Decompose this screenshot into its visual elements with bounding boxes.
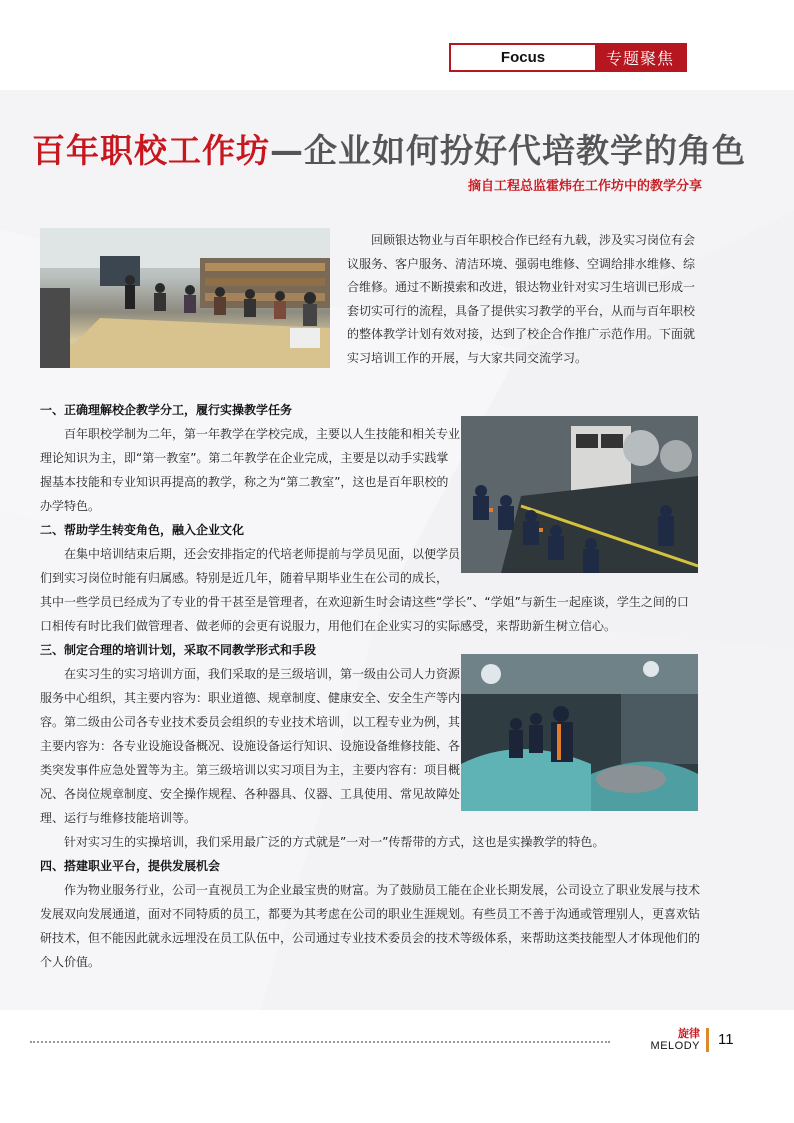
- article-title: [32, 125, 746, 172]
- section-3-body: 在实习生的实习培训方面，我们采取的是三级培训，第一级由公司人力资源服务中心组织，其主要内容为：职业道德、规章制度、健康安全、安全生产等内容。第二级由公司各专业技术委员会组织的专业技术培训，以工程专业为例，其主要内容为：各专业设施设备概况、设施设备运行知识、设施设备维修技能、各类突发事件应急处置等为主。第三级培训以实习项目为主，主要内容有：项目概况、各岗位规章制度、安全操作规程、各种器具、仪器、工具使用、常见故障处理、运行与维修技能培训等。: [40, 667, 461, 825]
- intro-paragraph: [347, 229, 703, 370]
- section-2-continued: [40, 590, 700, 638]
- section-4-body: 作为物业服务行业，公司一直视员工为企业最宝贵的财富。为了鼓励员工能在企业长期发展，公司设立了职业发展与技术发展双向发展通道，面对不同特质的员工，都要为其考虑在公司的职业生涯规划。有些员工不善于沟通或管理别人，更喜欢钻研技术，但不能因此就永远埋没在员工队伍中，公司通过专业技术委员会的技术等级体系，来帮助这类技能型人才体现他们的个人价值。: [40, 883, 701, 969]
- article-title-main: 百年职校工作坊: [32, 131, 270, 170]
- instruction-photo: [461, 654, 698, 811]
- section-tag: [449, 43, 687, 72]
- footer-accent-bar: [706, 1028, 709, 1052]
- article-byline: 摘自工程总监霍炜在工作坊中的教学分享: [467, 179, 702, 194]
- section-2-body-continued: 其中一些学员已经成为了专业的骨干甚至是管理者，在欢迎新生时会请这些“学长”、“学姐”与新生一起座谈，学生之间的口口相传有时比我们做管理者、做老师的会更有说服力，用他们在企业实习的实际感受，来帮助新生树立信心。: [40, 595, 689, 633]
- section-1: [40, 398, 460, 590]
- section-tag-cn: 专题聚焦: [595, 45, 685, 70]
- magazine-brand: [642, 1027, 700, 1053]
- article-title-sub: —企业如何扮好代培教学的角色: [270, 131, 746, 170]
- section-3: [40, 638, 460, 830]
- section-4-heading: 四、搭建职业平台，提供发展机会: [40, 859, 221, 873]
- page-number: 11: [718, 1031, 734, 1048]
- section-tag-en: Focus: [451, 45, 595, 70]
- section-3-body-continued: 针对实习生的实操培训，我们采用最广泛的方式就是”一对一”传帮带的方式，这也是实操教学的特色。: [64, 835, 605, 849]
- section-3-heading: 三、制定合理的培训计划，采取不同教学形式和手段: [40, 643, 317, 657]
- footer-divider: [30, 1041, 610, 1043]
- section-3-continued: [40, 830, 710, 974]
- section-1-body: 百年职校学制为二年，第一年教学在学校完成，主要以人生技能和相关专业理论知识为主，即“第一教室”。第二年教学在企业完成，主要是以动手实践掌握基本技能和专业知识再提高的教学，称之为“第二教室”，这也是百年职校的办学特色。: [40, 427, 461, 513]
- training-photo: [461, 416, 698, 573]
- brand-cn: 旋律: [678, 1027, 700, 1040]
- section-2-heading: 二、帮助学生转变角色，融入企业文化: [40, 523, 245, 537]
- section-1-heading: 一、正确理解校企教学分工，履行实操教学任务: [40, 403, 293, 417]
- brand-en: MELODY: [650, 1040, 700, 1052]
- intro-text: 回顾银达物业与百年职校合作已经有九载，涉及实习岗位有会议服务、客户服务、清洁环境、强弱电维修、空调给排水维修、综合维修。通过不断摸索和改进，银达物业针对实习生培训已形成一套切实可行的流程，具备了提供实习教学的平台，从而与百年职校的整体教学计划有效对接，达到了校企合作推广示范作用。下面就实习培训工作的开展，与大家共同交流学习。: [347, 233, 696, 365]
- workshop-photo: [40, 228, 330, 368]
- section-2-body: 在集中培训结束后期，还会安排指定的代培老师提前与学员见面，以便学员们到实习岗位时能有归属感。特别是近几年，随着早期毕业生在公司的成长，: [40, 547, 461, 585]
